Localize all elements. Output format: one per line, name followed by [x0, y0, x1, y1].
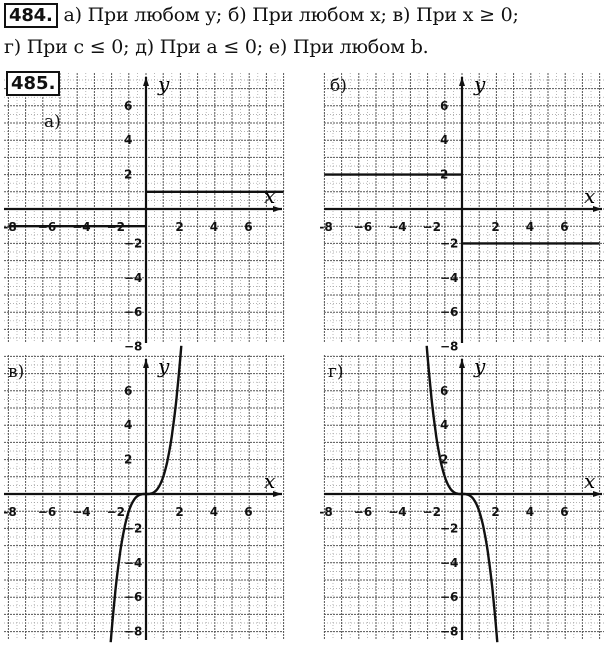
y-tick-label: 6: [124, 383, 133, 398]
x-tick-label: -8: [3, 505, 17, 519]
x-axis-label: x: [264, 469, 276, 493]
x-axis-label: x: [264, 184, 276, 208]
x-tick-label: −6: [353, 505, 373, 519]
x-tick-label: 6: [244, 505, 253, 519]
x-tick-label: −2: [422, 220, 442, 234]
x-tick-label: −4: [72, 220, 91, 234]
y-tick-label: −8: [440, 339, 459, 354]
y-tick-label: −6: [124, 590, 143, 605]
y-tick-label: 2: [440, 167, 449, 182]
graph-b: [319, 72, 604, 354]
x-tick-label: −2: [422, 505, 442, 519]
y-tick-label: −4: [440, 270, 459, 285]
problem-485-number: 485.: [6, 71, 60, 96]
x-tick-label: −6: [353, 220, 373, 234]
x-tick-label: -8: [3, 220, 17, 234]
problem-484-text1: а) При любом y; б) При любом x; в) При x ≥ 0;: [57, 4, 519, 26]
graph-a: [3, 72, 284, 354]
x-tick-label: 2: [175, 220, 184, 234]
x-tick-label: 4: [209, 220, 219, 234]
y-tick-label: 4: [440, 418, 449, 433]
panel-label: в): [8, 362, 25, 382]
x-tick-label: 4: [525, 220, 535, 234]
x-tick-label: 4: [209, 505, 219, 519]
y-tick-label: −2: [440, 236, 459, 251]
grid-lines: [4, 355, 284, 640]
y-tick-label: 6: [124, 98, 133, 113]
x-tick-label: 2: [491, 505, 500, 519]
y-tick-label: −4: [124, 270, 143, 285]
y-tick-label: 2: [124, 452, 133, 467]
y-tick-label: 2: [440, 452, 449, 467]
x-tick-label: −2: [106, 505, 126, 519]
panel-label: г): [328, 362, 344, 382]
x-tick-label: −6: [37, 220, 57, 234]
y-tick-label: −6: [124, 305, 143, 320]
x-tick-label: 6: [244, 220, 253, 234]
y-axis-label: y: [474, 354, 486, 378]
x-tick-label: −6: [37, 505, 57, 519]
y-tick-label: −8: [440, 624, 459, 639]
panel-label: б): [330, 76, 347, 96]
problem-484-number: 484.: [4, 3, 58, 28]
y-axis-arrow: [143, 359, 149, 368]
x-tick-label: -8: [319, 505, 333, 519]
x-tick-label: −2: [106, 220, 126, 234]
grid-lines: [324, 355, 604, 640]
y-axis-arrow: [143, 77, 149, 86]
y-tick-label: −2: [124, 236, 143, 251]
y-axis-label: y: [474, 72, 486, 96]
y-axis-label: y: [158, 72, 170, 96]
y-tick-label: −4: [124, 555, 143, 570]
x-tick-label: 2: [175, 505, 184, 519]
y-tick-label: −4: [440, 555, 459, 570]
y-tick-label: −8: [124, 339, 143, 354]
y-tick-label: 2: [124, 167, 133, 182]
y-tick-label: 4: [440, 133, 449, 148]
graph-g: [319, 354, 604, 640]
y-axis-arrow: [459, 359, 465, 368]
x-tick-label: −4: [388, 220, 407, 234]
y-axis-label: y: [158, 354, 170, 378]
x-tick-label: 6: [560, 505, 569, 519]
y-tick-label: 4: [124, 133, 133, 148]
x-axis-label: x: [584, 469, 596, 493]
y-tick-label: −8: [124, 624, 143, 639]
x-tick-label: −4: [388, 505, 407, 519]
y-tick-label: 6: [440, 383, 449, 398]
x-tick-label: -8: [319, 220, 333, 234]
graph-v: [4, 355, 284, 640]
y-tick-label: 6: [440, 98, 449, 113]
y-axis-arrow: [459, 77, 465, 86]
y-tick-label: −2: [440, 521, 459, 536]
y-tick-label: 4: [124, 418, 133, 433]
y-tick-label: −6: [440, 590, 459, 605]
x-axis-label: x: [584, 184, 596, 208]
x-tick-label: 6: [560, 220, 569, 234]
problem-484-line2: г) При c ≤ 0; д) При a ≤ 0; е) При любом b.: [4, 36, 429, 58]
panel-label: а): [44, 112, 61, 132]
y-tick-label: −6: [440, 305, 459, 320]
x-tick-label: 4: [525, 505, 535, 519]
x-tick-label: 2: [491, 220, 500, 234]
x-tick-label: −4: [72, 505, 91, 519]
y-tick-label: −2: [124, 521, 143, 536]
problem-484-line1: [4, 4, 519, 26]
